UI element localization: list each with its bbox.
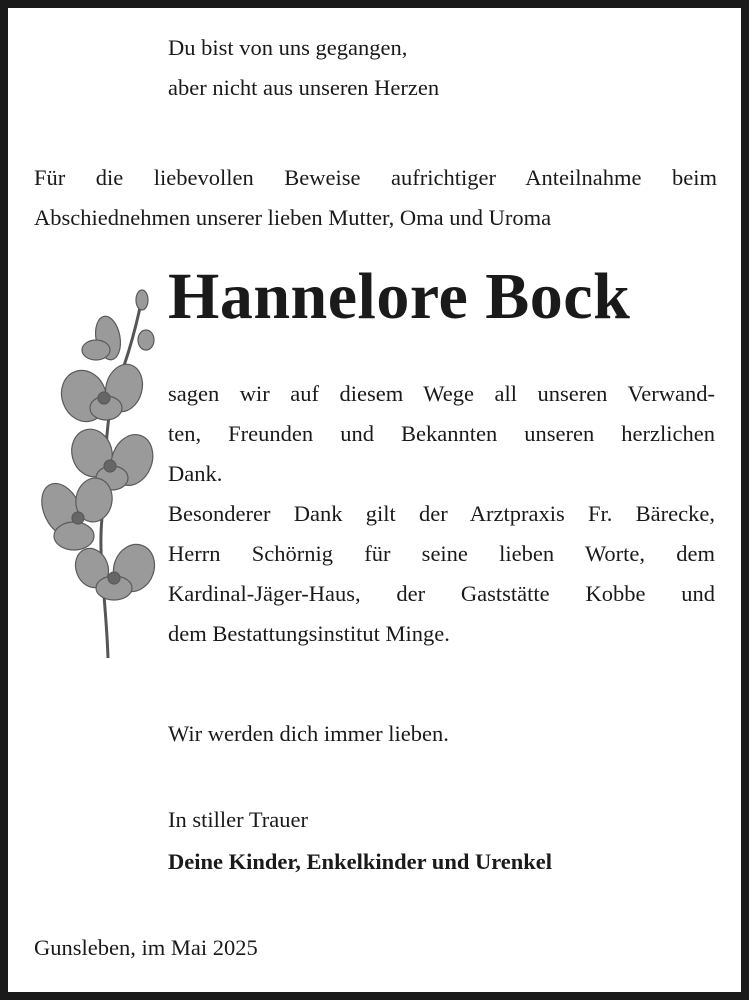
- thanks-paragraph: [168, 374, 715, 654]
- thanks-line: dem Bestattungsinstitut Minge.: [168, 621, 450, 646]
- thanks-line: sagen wir auf diesem Wege all unseren Verwand-: [168, 381, 715, 406]
- mourning-line: In stiller Trauer: [168, 807, 308, 832]
- place-date: Gunsleben, im Mai 2025: [34, 935, 258, 960]
- verse-line: Du bist von uns gegangen,: [168, 35, 408, 60]
- verse-line: aber nicht aus unseren Herzen: [168, 75, 440, 100]
- closing-sentence: Wir werden dich immer lieben.: [168, 721, 449, 746]
- intro-paragraph: [34, 158, 717, 238]
- thanks-line: Herrn Schörnig für seine lieben Worte, dem: [168, 541, 715, 566]
- thanks-line: ten, Freunden und Bekannten unseren herzlichen: [168, 421, 715, 446]
- thanks-line: Besonderer Dank gilt der Arztpraxis Fr. Bärecke,: [168, 501, 715, 526]
- deceased-name: Hannelore Bock: [168, 260, 631, 333]
- memorial-verse: [168, 28, 688, 108]
- orchid-branch-icon: [34, 278, 164, 668]
- family-signature: Deine Kinder, Enkelkinder und Urenkel: [168, 849, 553, 874]
- intro-line: Für die liebevollen Beweise aufrichtiger Anteilnahme beim: [34, 165, 717, 190]
- thanks-line: Dank.: [168, 461, 223, 486]
- intro-line: Abschiednehmen unserer lieben Mutter, Oma und Uroma: [34, 205, 552, 230]
- thanks-line: Kardinal-Jäger-Haus, der Gaststätte Kobbe und: [168, 581, 715, 606]
